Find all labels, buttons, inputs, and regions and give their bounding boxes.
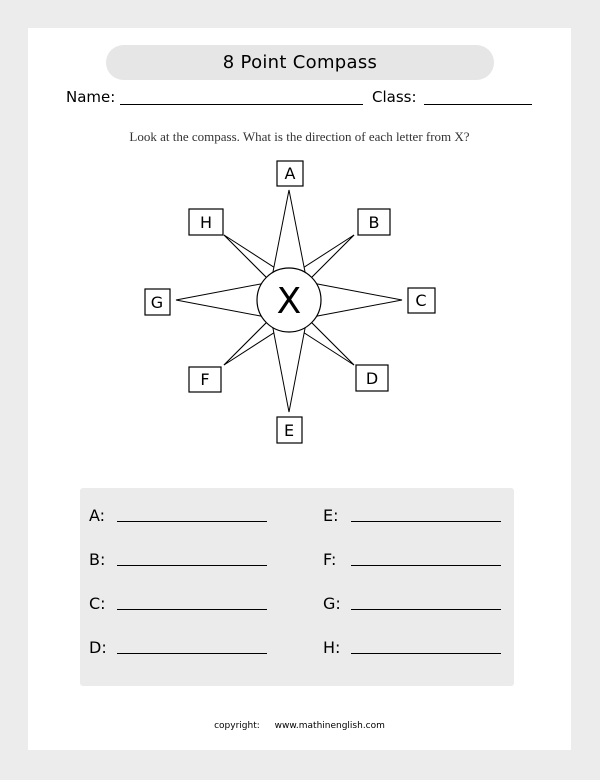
answer-field-a[interactable] [117,521,267,522]
copyright-footer [28,721,571,731]
answer-field-c[interactable] [117,609,267,610]
answer-field-h[interactable] [351,653,501,654]
compass-center-label: X [276,281,302,322]
worksheet [28,28,571,750]
copyright-label: copyright: [214,721,260,731]
answer-label-e: E: [323,506,339,525]
page-title: 8 Point Compass [106,45,494,80]
answer-label-c: C: [89,594,106,613]
instructions: Look at the compass. What is the direction of each letter from X? [129,129,470,144]
compass-letter-d: D [365,369,379,388]
answer-label-f: F: [323,550,337,569]
compass-diagram [28,28,571,488]
answer-field-d[interactable] [117,653,267,654]
answer-field-e[interactable] [351,521,501,522]
compass-letter-e: E [283,421,295,440]
answer-label-h: H: [323,638,341,657]
answer-label-b: B: [89,550,106,569]
answer-field-b[interactable] [117,565,267,566]
answer-label-d: D: [89,638,107,657]
answer-field-f[interactable] [351,565,501,566]
compass-letter-b: B [368,213,380,232]
answer-label-a: A: [89,506,106,525]
compass-letter-g: G [150,293,164,312]
website-link[interactable]: www.mathinenglish.com [274,721,385,731]
answer-field-g[interactable] [351,609,501,610]
class-label: Class: [372,88,417,106]
compass-letter-a: A [284,164,296,183]
compass-letter-c: C [415,291,427,310]
name-label: Name: [66,88,116,106]
compass-letter-f: F [200,370,210,389]
answer-label-g: G: [323,594,341,613]
answer-panel [80,488,514,686]
compass-letter-h: H [199,213,213,232]
